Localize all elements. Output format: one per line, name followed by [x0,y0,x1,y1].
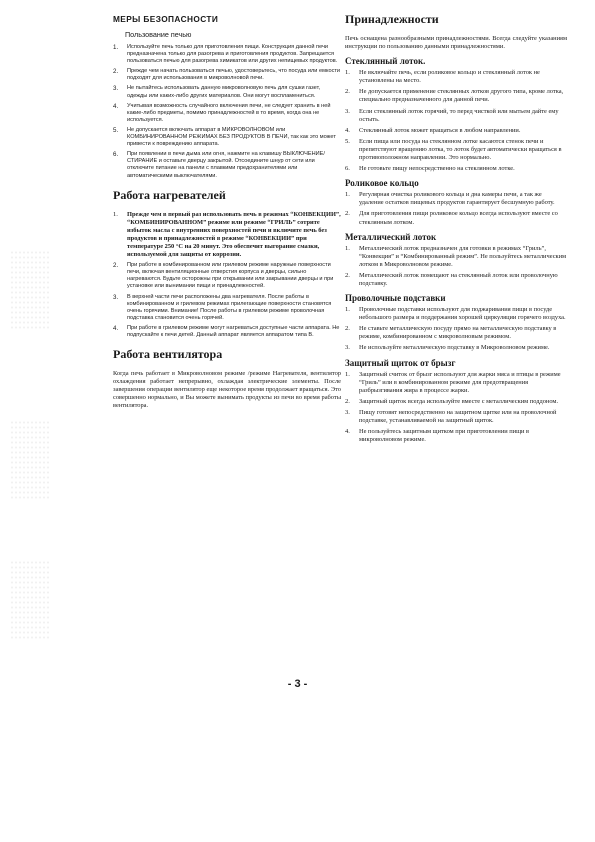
list-item: 4. При работе в грилевом режиме могут нагреваться доступные части аппарата. Не подпускайте к печи детей. Данный аппарат является аппаратом типа В. [113,324,340,338]
roller-ring-heading: Роликовое кольцо [345,178,419,189]
splash-shield-heading: Защитный щиток от брызг [345,357,456,368]
metal-tray-list [345,245,567,288]
glass-tray-heading: Стеклянный лоток. [345,56,426,67]
glass-tray-list [345,69,567,173]
list-item: 1. Прежде чем в первый раз использовать печь в режимах “КОНВЕКЦИИ”, “КОМБИНИРОВАННОМ” режиме или режиме “ГРИЛЬ” сотрите избыток масла с внутренних поверхностей печи и включите печь без продуктов и принадлежностей в режиме “КОНВЕКЦИИ” при температуре 250 °С на 20 минут. Это обеспечит выгорание смазки, используемой для защиты от коррозии. [113,210,341,259]
wire-rack-heading: Проволочные подставки [345,293,446,304]
left-column [113,10,341,415]
scan-speckle [10,250,50,330]
list-item: 1. Регулярная очистка роликового кольца и дна камеры печи, а так же удаление остатков пищевых продуктов гарантирует бесшумную работу. [345,191,555,207]
list-item: 2. Защитный щиток всегда используйте вместе с металлическим поддоном. [345,397,559,405]
heaters-list-first [113,211,341,260]
list-item: 2. Для приготовления пищи роликовое кольцо всегда используют вместе со стеклянным лотком. [345,210,558,226]
list-item: 2. Металлический лоток помещают на стеклянный лоток или проволочную подставку. [345,271,558,287]
list-item: 1. Используйте печь только для приготовления пищи. Конструкция данной печи предназначена только для разогрева и приготовления продуктов. Запрещается пользоваться печью для разогрева химикатов или других непищевых продуктов. [113,44,338,65]
usage-list [113,44,341,180]
list-item: 5. Если пища или посуда на стеклянном лотке касаются стенок печи и препятствуют вращению лотка, то лоток будет автоматически вращаться в противоположном направлении. Это нормально. [345,137,562,162]
list-item: 4. Учитывая возможность случайного включения печи, не следует хранить в ней какие-либо предметы, помимо принадлежностей в то время, когда она не используется. [113,102,331,123]
roller-ring-list [345,191,567,226]
scan-speckle [10,560,50,640]
list-item: 1. Не включайте печь, если роликовое кольцо и стеклянный лоток не установлены на место. [345,69,540,85]
list-item: 4. Не пользуйтесь защитным щитком при приготовлении пищи в микроволновом режиме. [345,428,530,444]
list-item: 3. Не пытайтесь использовать данную микроволновую печь для сушки газет, одежды или каких-либо других материалов. Они могут воспламениться. [113,85,321,99]
safety-heading: МЕРЫ БЕЗОПАСНОСТИ [113,14,219,24]
list-item: 3. В верхней части печи расположены два нагревателя. После работы в комбинированном и грилевом режимах прилегающие поверхности становятся очень горячими. Внимание! После работы в грилевом режиме проволочная подставка становится очень горячей. [113,293,332,321]
list-item: 2. При работе в комбинированном или грилевом режиме наружные поверхности печи, включая вентиляционные отверстия корпуса и дверцы, сильно нагреваются. Будьте осторожны при открывании или закрывании дверцы и при установке или вынимании пищи и принадлежностей. [113,262,334,290]
fan-heading: Работа вентилятора [113,347,223,362]
list-item: 6. При появлении в печи дыма или огня, нажмите на клавишу ВЫКЛЮЧЕНИЕ/СТИРАНИЕ и оставьте дверцу закрытой. Отсоедините шнур от сети или отключите питание на панели с плавкими предохранителями или автоматическими выключателями. [113,151,325,179]
accessories-paragraph: Печь оснащена разнообразными принадлежностями. Всегда следуйте указаниям инструкции по пользованию данными принадлежностями. [345,35,567,51]
list-item: 1. Защитный считок от брызг используют для жарки мяса и птицы в режиме “Гриль” или в комбинированном режиме для предотвращения разбрызгивания жира в процессе жарки. [345,370,561,394]
list-item: 6. Не готовьте пищу непосредственно на стеклянном лотке. [345,165,515,173]
heaters-list [113,262,341,339]
list-item: 1. Металлический лоток предназначен для готовки в режимах “Гриль”, “Конвекция” и “Комбинированный режим”. Не пользуйтесь металлическим лотком в Микроволновом режиме. [345,244,567,268]
list-item: 2. Прежде чем начать пользоваться печью, удостоверьтесь, что посуда или емкости подходят для использования в микроволновой печи. [113,68,341,82]
list-item: 2. Не допускается применение стеклянных лотков другого типа, кроме лотка, специально предназначенного для данной печи. [345,88,564,104]
page-number: - 3 - [287,678,308,690]
accessories-heading: Принадлежности [345,12,439,26]
list-item: 1. Проволочные подставки используют для поджаривания пищи в посуде небольшого размера и поддержания хорошей циркуляции горячего воздуха. [345,306,566,322]
list-item: 3. Пищу готовят непосредственно на защитном щитке или на проволочной подставке, устанавливаемой на защитный щиток. [345,408,557,424]
list-item: 4. Стеклянный лоток может вращаться в любом направлении. [345,126,521,134]
scan-speckle [10,420,50,500]
list-item: 5. Не допускается включать аппарат в МИКРОВОЛНОВОМ или КОМБИНИРОВАННОМ РЕЖИМАХ БЕЗ ПРОДУКТОВ В ПЕЧИ, так как это может привести к повреждению аппарата. [113,126,336,148]
list-item: 3. Если стеклянный лоток горячий, то перед чисткой или мытьем дайте ему остыть. [345,107,559,123]
usage-subheading: Пользование печью [125,30,192,39]
list-item: 3. Не используйте металлическую подставку в Микроволновом режиме. [345,344,550,352]
list-item: 2. Не ставьте металлическую посуду прямо на металлическую подставку в режиме, комбинированном с микроволновым режимом. [345,325,557,341]
heaters-heading: Работа нагревателей [113,187,226,202]
splash-shield-list [345,371,567,445]
metal-tray-heading: Металлический лоток [345,231,437,242]
right-column [345,10,567,447]
fan-paragraph: Когда печь работает в Микроволновом режиме /режиме Нагревателя, вентилятор охлаждения работает непрерывно, охлаждая электрические элементы. После завершения операции вентилятор еще некоторое время продолжает вращаться. Это совершенно нормально, и Вы можете вынимать продукты из печи во время работы вентилятора. [113,370,341,410]
wire-rack-list [345,306,567,352]
